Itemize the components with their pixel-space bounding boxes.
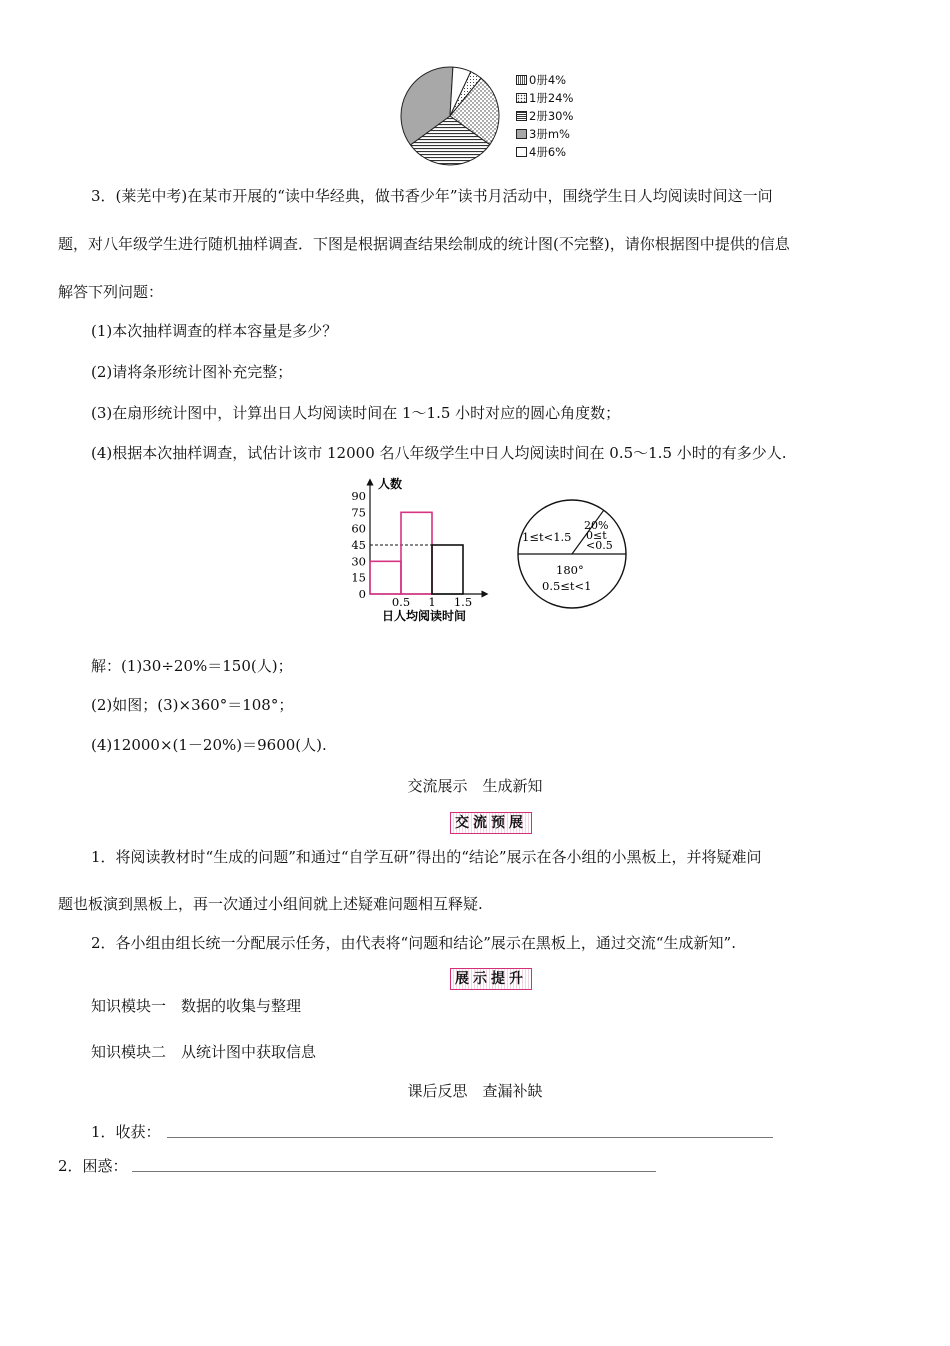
y-tick-label: 75 <box>351 505 366 520</box>
y-tick-label: 45 <box>351 538 366 552</box>
legend-label: 1册24% <box>529 91 574 105</box>
y-tick-label: 0 <box>358 587 366 601</box>
question-3-line-3: 解答下列问题： <box>58 283 164 301</box>
pie-label-20pct: 20% <box>584 519 609 532</box>
gain-label: 1．收获： <box>91 1123 161 1141</box>
reading-time-pie-chart <box>512 494 632 614</box>
sub-question-4: (4)根据本次抽样调查，试估计该市 12000 名八年级学生中日人均阅读时间在 0.5～1.5 小时的有多少人. <box>91 444 787 462</box>
sub-question-3: (3)在扇形统计图中，计算出日人均阅读时间在 1～1.5 小时对应的圆心角度数； <box>91 404 621 422</box>
exchange-item-2: 2．各小组由组长统一分配展示任务，由代表将“问题和结论”展示在黑板上，通过交流“生成新知”. <box>91 934 736 952</box>
doubt-label: 2．困惑： <box>58 1157 128 1175</box>
pie-label-1-1.5: 1≤t<1.5 <box>522 530 572 544</box>
x-tick-label: 1.5 <box>453 595 473 609</box>
legend-swatch-icon <box>516 111 527 121</box>
y-tick-label: 30 <box>351 554 366 569</box>
knowledge-module-1: 知识模块一 数据的收集与整理 <box>91 997 302 1015</box>
legend-swatch-icon <box>516 93 527 103</box>
legend-item-1 <box>516 91 573 105</box>
legend-label: 4册6% <box>529 145 567 159</box>
pie-label-180deg: 180° <box>556 563 584 577</box>
question-3-line-1: 3．(莱芜中考)在某市开展的“读中华经典，做书香少年”读书月活动中，围绕学生日人均阅读时间这一问 <box>91 187 773 205</box>
y-axis-label: 人数 <box>378 477 403 491</box>
y-tick-label: 90 <box>351 489 366 503</box>
question-3-line-2: 题，对八年级学生进行随机抽样调查．下图是根据调查结果绘制成的统计图(不完整)，请你根据图中提供的信息 <box>58 235 790 253</box>
pie-label-0-range-2: <0.5 <box>586 539 613 552</box>
bar-0～0.5 <box>370 561 401 594</box>
badge-exchange-preview: 交流预展 <box>450 812 532 834</box>
pie-label-0-range-1: 0≤t <box>586 529 607 542</box>
bar-1～1.5 <box>432 545 463 594</box>
gain-answer-line[interactable] <box>167 1137 773 1138</box>
y-tick-label: 15 <box>351 570 366 585</box>
sub-question-2: (2)请将条形统计图补充完整； <box>91 363 293 381</box>
exchange-item-1-line-1: 1．将阅读教材时“生成的问题”和通过“自学互研”得出的“结论”展示在各小组的小黑板上，并将疑难问 <box>91 848 762 866</box>
x-axis-label: 日人均阅读时间 <box>382 609 467 623</box>
answer-line-1: 解：(1)30÷20%＝150(人)； <box>91 657 293 675</box>
y-tick-label: 60 <box>351 521 366 536</box>
knowledge-module-2: 知识模块二 从统计图中获取信息 <box>91 1043 317 1061</box>
badge-show-improve: 展示提升 <box>450 968 532 990</box>
reading-time-bar-chart <box>340 474 500 624</box>
doubt-answer-line[interactable] <box>132 1171 656 1172</box>
books-pie-chart <box>398 64 502 168</box>
x-tick-label: 1 <box>428 595 436 609</box>
legend-label: 3册m% <box>529 127 570 141</box>
x-tick-label: 0.5 <box>391 595 411 609</box>
sub-question-1: (1)本次抽样调查的样本容量是多少？ <box>91 322 338 340</box>
legend-label: 0册4% <box>529 73 567 87</box>
exchange-item-1-line-2: 题也板演到黑板上，再一次通过小组间就上述疑难问题相互释疑. <box>58 895 483 913</box>
answer-line-3: (4)12000×(1－20%)＝9600(人). <box>91 736 327 754</box>
legend-swatch-icon <box>516 75 527 85</box>
legend-swatch-icon <box>516 129 527 139</box>
legend-item-2 <box>516 109 573 123</box>
legend-swatch-icon <box>516 147 527 157</box>
section-title-exchange: 交流展示 生成新知 <box>407 777 543 795</box>
pie-label-0.5-1: 0.5≤t<1 <box>542 579 592 593</box>
answer-line-2: (2)如图；(3)×360°＝108°； <box>91 696 294 714</box>
legend-item-3 <box>516 127 570 141</box>
bar-0.5～1 <box>401 512 432 594</box>
legend-label: 2册30% <box>529 109 574 123</box>
legend-item-0 <box>516 73 566 87</box>
section-title-reflection: 课后反思 查漏补缺 <box>407 1082 543 1100</box>
legend-item-4 <box>516 145 566 159</box>
